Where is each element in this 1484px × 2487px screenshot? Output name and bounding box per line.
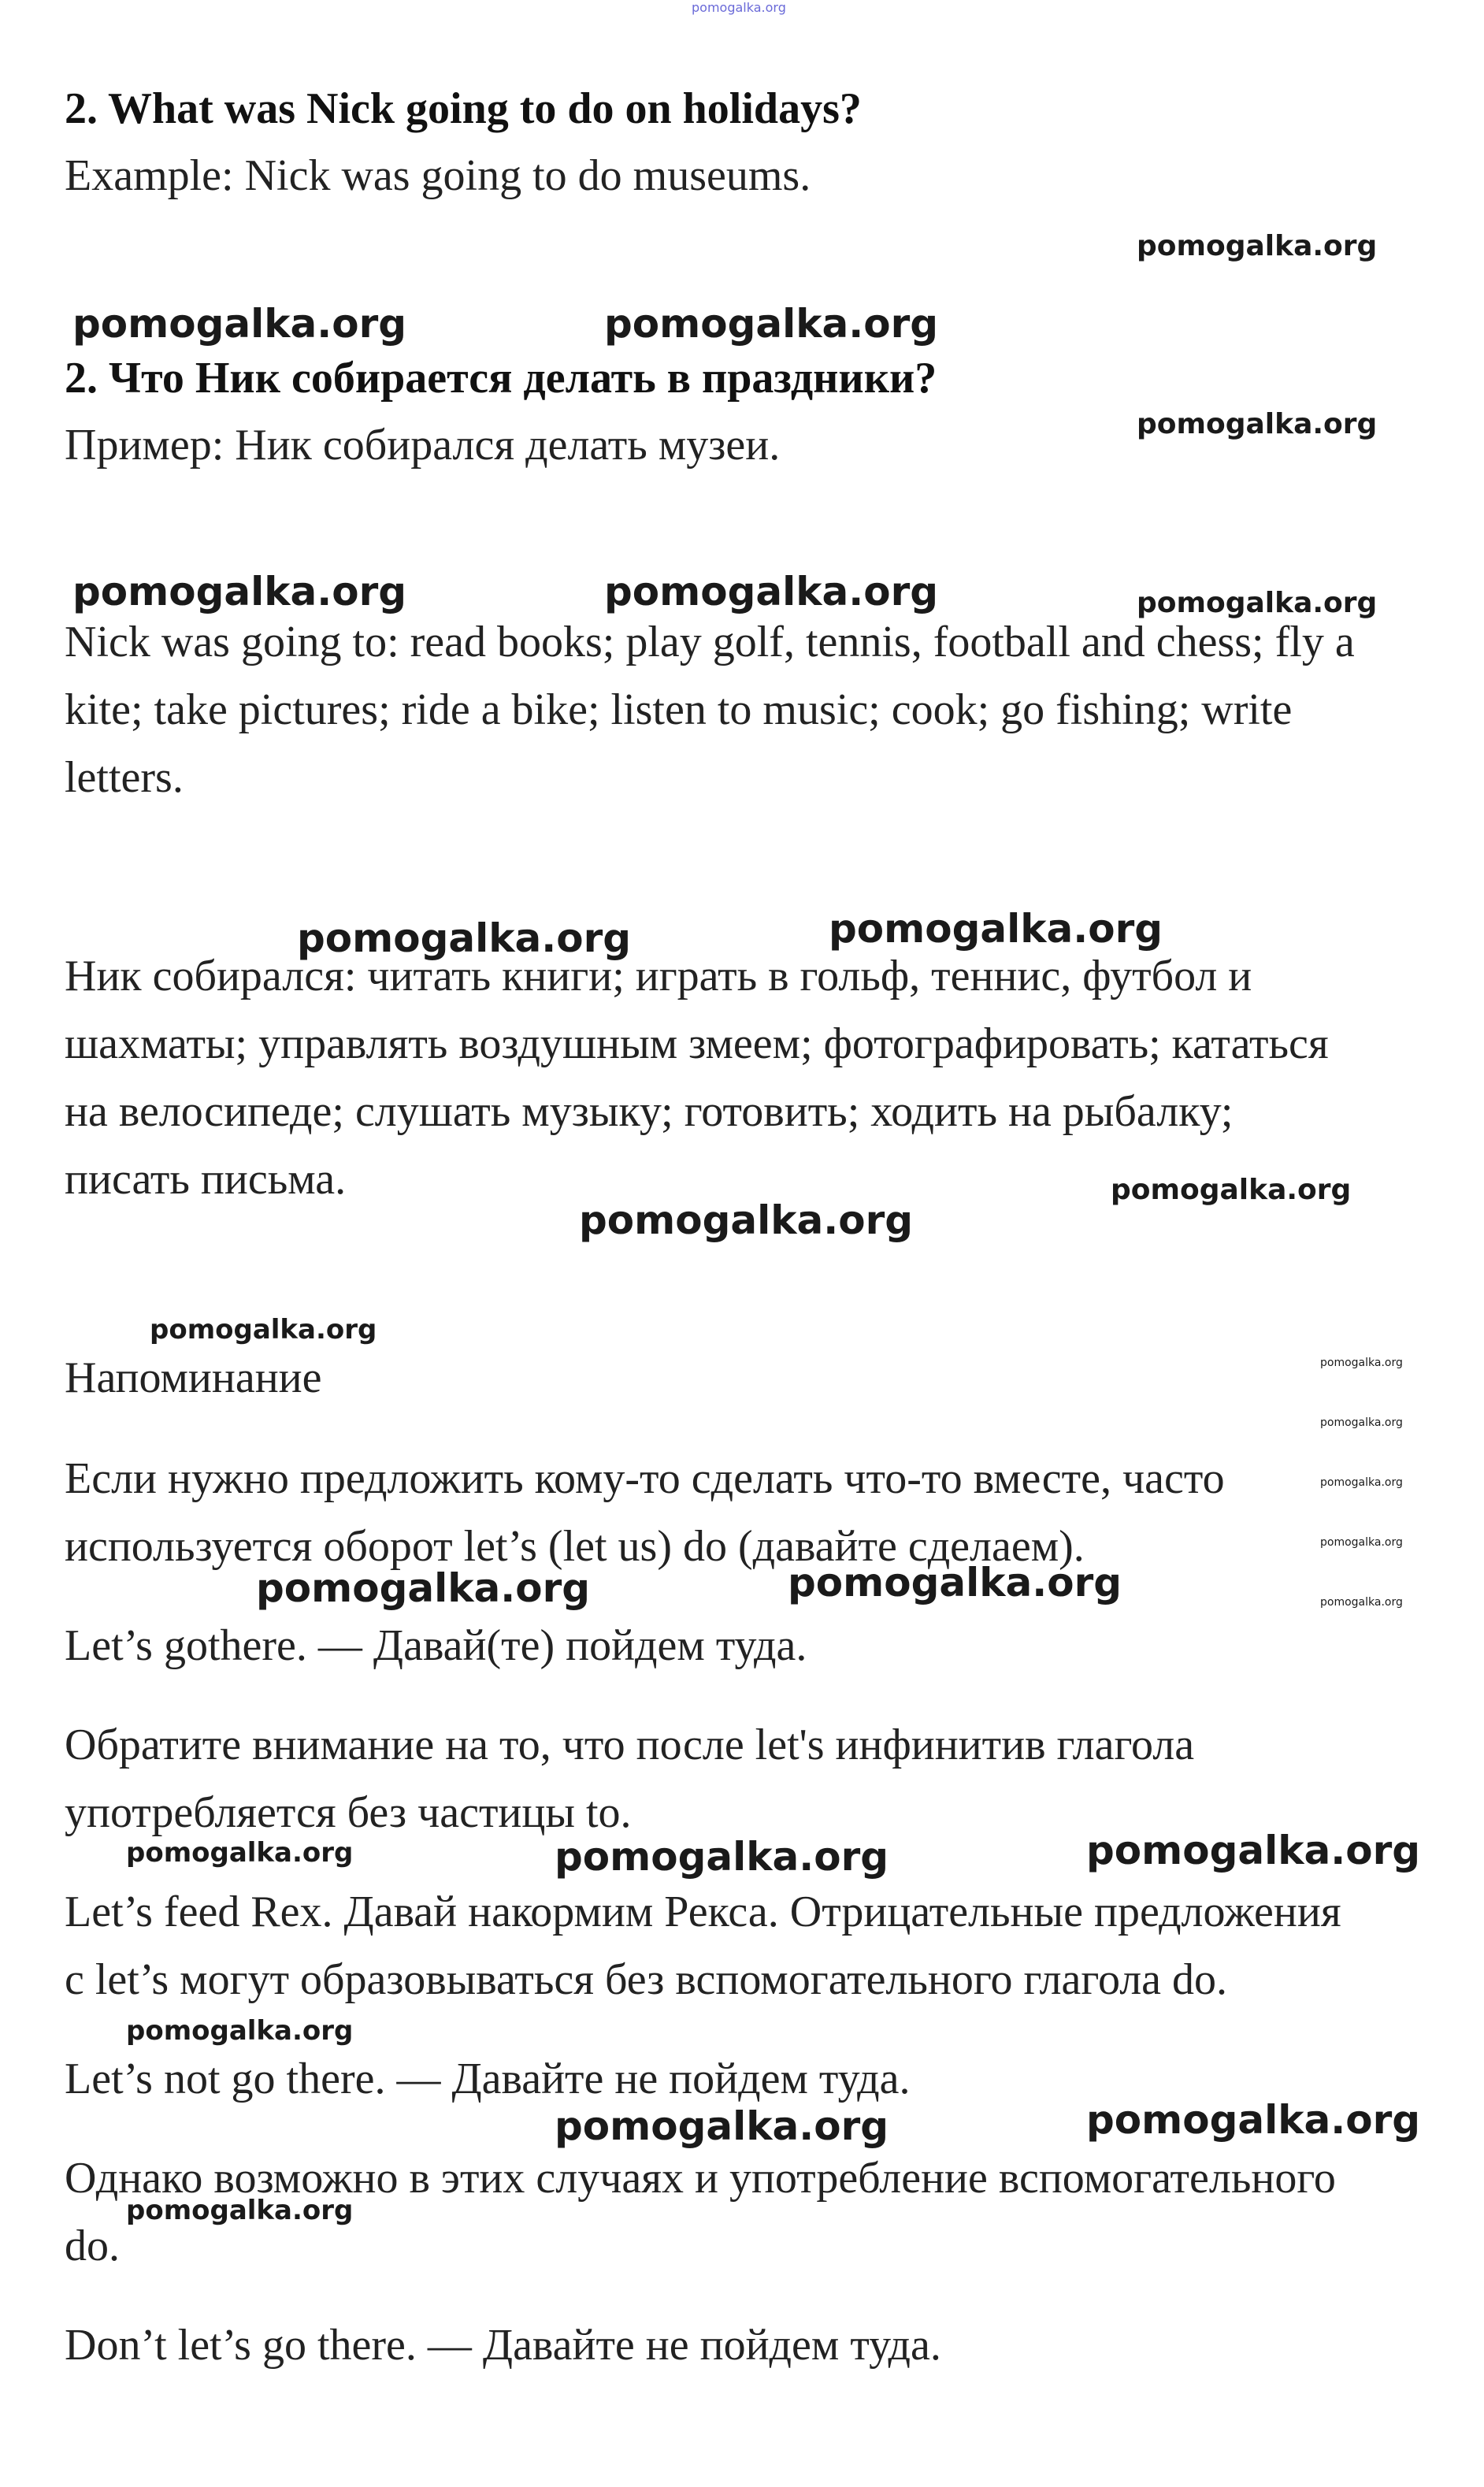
watermark: pomogalka.org (829, 906, 1163, 952)
answer-ru-line: писать письма. (65, 1155, 347, 1204)
watermark: pomogalka.org (256, 1565, 591, 1611)
reminder-paragraph-line: с let’s могут образовываться без вспомогательного глагола do. (65, 1955, 1228, 2004)
watermark: pomogalka.org (555, 1834, 889, 1880)
reminder-example: Let’s not go there. — Давайте не пойдем туда. (65, 2055, 911, 2103)
watermark: pomogalka.org (1137, 408, 1378, 440)
watermark: pomogalka.org (1086, 1828, 1421, 1873)
watermark: pomogalka.org (1111, 1174, 1352, 1206)
reminder-paragraph-line: Однако возможно в этих случаях и употребление вспомогательного (65, 2154, 1336, 2203)
question-title-ru: 2. Что Ник собирается делать в праздники? (65, 354, 937, 403)
watermark: pomogalka.org (1137, 230, 1378, 262)
watermark: pomogalka.org (1320, 1416, 1403, 1429)
watermark: pomogalka.org (1320, 1596, 1403, 1609)
reminder-heading: Напоминание (65, 1353, 322, 1402)
answer-en-line: letters. (65, 753, 184, 802)
watermark: pomogalka.org (1320, 1536, 1403, 1549)
answer-ru-line: шахматы; управлять воздушным змеем; фотографировать; кататься (65, 1019, 1329, 1068)
reminder-paragraph-line: Если нужно предложить кому-то сделать что-то вместе, часто (65, 1454, 1225, 1503)
question-example-ru: Пример: Ник собирался делать музеи. (65, 421, 781, 470)
watermark: pomogalka.org (297, 915, 632, 961)
watermark: pomogalka.org (788, 1560, 1122, 1605)
reminder-paragraph-line: используется оборот let’s (let us) do (давайте сделаем). (65, 1522, 1085, 1571)
watermark: pomogalka.org (126, 2195, 354, 2226)
reminder-paragraph-line: употребляется без частицы to. (65, 1788, 632, 1837)
watermark: pomogalka.org (1086, 2097, 1421, 2143)
reminder-example: Don’t let’s go there. — Давайте не пойдем туда. (65, 2321, 941, 2370)
watermark: pomogalka.org (126, 1837, 354, 1869)
answer-en-line: kite; take pictures; ride a bike; listen to music; cook; go fishing; write (65, 685, 1293, 734)
reminder-paragraph-line: Let’s feed Rex. Давай накормим Рекса. Отрицательные предложения (65, 1888, 1341, 1936)
question-example-en: Example: Nick was going to do museums. (65, 151, 811, 200)
watermark: pomogalka.org (1320, 1357, 1403, 1369)
watermark: pomogalka.org (604, 569, 939, 614)
watermark: pomogalka.org (555, 2103, 889, 2149)
reminder-paragraph-line: do. (65, 2222, 120, 2270)
watermark-top: pomogalka.org (692, 0, 786, 15)
watermark: pomogalka.org (72, 301, 407, 347)
watermark: pomogalka.org (72, 569, 407, 614)
watermark: pomogalka.org (1137, 587, 1378, 619)
watermark: pomogalka.org (126, 2015, 354, 2047)
answer-ru-line: Ник собирался: читать книги; играть в гольф, теннис, футбол и (65, 952, 1252, 1000)
watermark: pomogalka.org (1320, 1476, 1403, 1489)
answer-ru-line: на велосипеде; слушать музыку; готовить; ходить на рыбалку; (65, 1087, 1234, 1136)
question-title-en: 2. What was Nick going to do on holidays? (65, 84, 862, 133)
watermark: pomogalka.org (604, 301, 939, 347)
reminder-example: Let’s gothere. — Давай(те) пойдем туда. (65, 1621, 807, 1670)
reminder-paragraph-line: Обратите внимание на то, что после let's инфинитив глагола (65, 1720, 1195, 1769)
watermark: pomogalka.org (150, 1314, 377, 1346)
answer-en-line: Nick was going to: read books; play golf, tennis, football and chess; fly a (65, 618, 1355, 666)
watermark: pomogalka.org (579, 1197, 914, 1243)
